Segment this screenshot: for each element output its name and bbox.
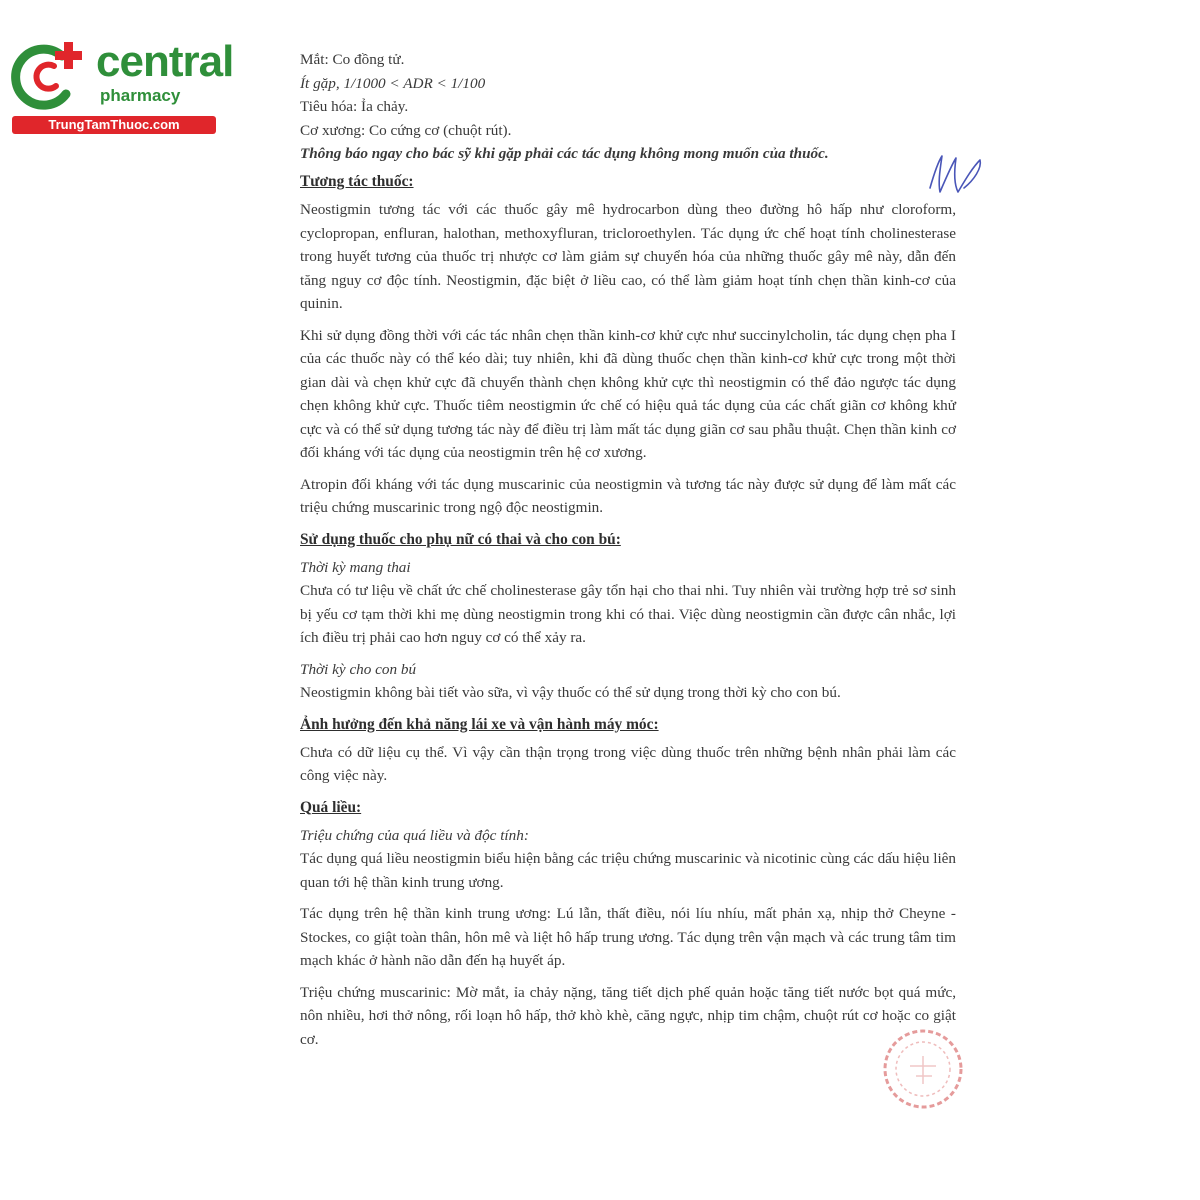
interactions-paragraph: Atropin đối kháng với tác dụng muscarinic của neostigmin và tương tác này được sử dụng để làm mất các triệu chứng muscarinic trong ngộ độc neostigmin. <box>300 475 956 516</box>
brand-name: central <box>96 37 234 86</box>
document-body <box>300 48 956 1059</box>
pregnancy-text: Chưa có tư liệu về chất ức chế cholinesterase gây tổn hại cho thai nhi. Tuy nhiên vài trường hợp trẻ sơ sinh bị yếu cơ tạm thời khi mẹ dùng neostigmin trong khi có thai. Việc dùng neostigmin cần được cân nhắc, lợi ích điều trị phải cao hơn nguy cơ có thể xảy ra. <box>300 582 956 646</box>
overdose-paragraph: Triệu chứng muscarinic: Mờ mắt, ỉa chảy nặng, tăng tiết dịch phế quản hoặc tăng tiết nước bọt quá mức, nôn nhiều, hơi thở nông, rối loạn hô hấp, thở khò khè, căng ngực, nhịp tim chậm, chuột rút cơ hoặc co giật cơ. <box>300 983 956 1048</box>
interactions-paragraph: Neostigmin tương tác với các thuốc gây mê hydrocarbon dùng theo đường hô hấp như cloroform, cyclopropan, enfluran, halothan, methoxyfluran, tricloroethylen. Tác dụng ức chế hoạt tính cholinesterase trong huyết tương của thuốc trị nhược cơ làm giảm sự chuyển hóa của những thuốc gây mê này, dẫn đến tăng nguy cơ độc tính. Neostigmin, đặc biệt ở liều cao, có thể làm giảm hoạt tính chẹn thần kinh-cơ của quinin. <box>300 201 956 312</box>
pharmacy-cross-icon <box>10 38 90 114</box>
intro-line: Mắt: Co đồng tử. <box>300 51 405 68</box>
side-effect-notice: Thông báo ngay cho bác sỹ khi gặp phải các tác dụng không mong muốn của thuốc. <box>300 145 829 162</box>
overdose-subheading: Triệu chứng của quá liều và độc tính: <box>300 826 529 844</box>
brand-subtitle: pharmacy <box>100 86 181 105</box>
brand-website: TrungTamThuoc.com <box>12 116 216 134</box>
overdose-paragraph: Tác dụng trên hệ thần kinh trung ương: Lú lẫn, thất điều, nói líu nhíu, mất phản xạ, nhịp thở Cheyne - Stockes, co giật toàn thân, hôn mê và liệt hô hấp trung ương. Tác dụng trên vận mạch và các trung tâm tim mạch khác ở hành não dẫn đến hạ huyết áp. <box>300 905 956 969</box>
interactions-paragraph: Khi sử dụng đồng thời với các tác nhân chẹn thần kinh-cơ khử cực như succinylcholin, tác dụng chẹn pha I của các thuốc này có thể kéo dài; tuy nhiên, khi đã dùng thuốc chẹn thần kinh-cơ khử cực trong một thời gian dài và chẹn khử cực đã chuyển thành chẹn không khử cực thì neostigmin có thể đảo ngược tác dụng chẹn không khử cực. Thuốc tiêm neostigmin ức chế có hiệu quả tác dụng của các chất giãn cơ không khử cực và có thể sử dụng tương tác này để điều trị làm mất tác dụng giãn cơ sau phẫu thuật. Chẹn thần kinh cơ đối kháng với tác dụng của neostigmin trên hệ cơ xương. <box>300 326 956 461</box>
overdose-paragraph: Tác dụng quá liều neostigmin biểu hiện bằng các triệu chứng muscarinic và nicotinic cùng các dấu hiệu liên quan tới hệ thần kinh trung ương. <box>300 850 957 891</box>
intro-line: Cơ xương: Co cứng cơ (chuột rút). <box>300 121 512 139</box>
pregnancy-subheading: Thời kỳ mang thai <box>300 558 411 576</box>
intro-line: Tiêu hóa: Ỉa chảy. <box>300 98 409 115</box>
lactation-subheading: Thời kỳ cho con bú <box>300 660 417 678</box>
driving-text: Chưa có dữ liệu cụ thể. Vì vậy cần thận trọng trong việc dùng thuốc trên những bệnh nhân phải làm các công việc này. <box>300 743 956 784</box>
overdose-heading: Quá liều: <box>300 798 362 816</box>
brand-logo[interactable] <box>8 32 234 136</box>
pregnancy-heading: Sử dụng thuốc cho phụ nữ có thai và cho con bú: <box>300 530 621 548</box>
driving-heading: Ảnh hưởng đến khả năng lái xe và vận hành máy móc: <box>300 715 659 733</box>
interactions-heading: Tương tác thuốc: <box>300 173 414 190</box>
lactation-text: Neostigmin không bài tiết vào sữa, vì vậy thuốc có thể sử dụng trong thời kỳ cho con bú. <box>300 684 841 701</box>
intro-line: Ít gặp, 1/1000 < ADR < 1/100 <box>300 74 486 92</box>
